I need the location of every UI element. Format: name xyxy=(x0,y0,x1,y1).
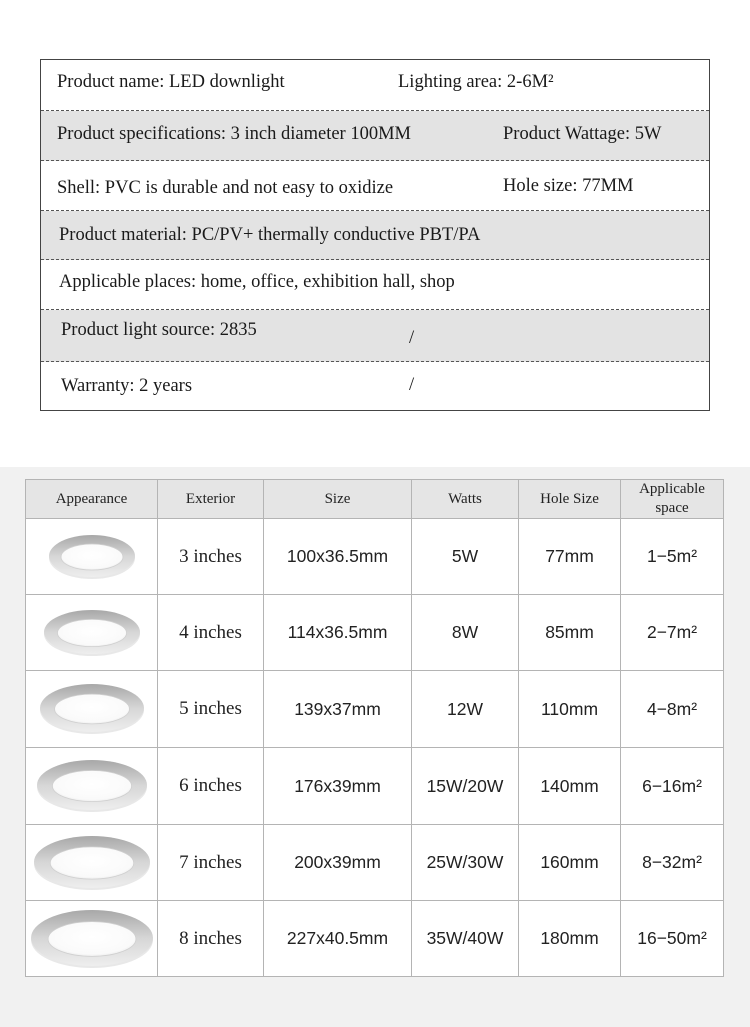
downlight-icon xyxy=(29,908,155,970)
appearance-cell xyxy=(26,901,158,977)
appearance-cell xyxy=(26,748,158,825)
downlight-icon xyxy=(32,834,152,892)
space-cell: 6−16m² xyxy=(621,748,724,825)
warranty: Warranty: 2 years xyxy=(61,376,193,396)
header-exterior: Exterior xyxy=(158,480,264,519)
exterior-cell: 6 inches xyxy=(158,748,264,825)
watts-cell: 25W/30W xyxy=(412,825,519,901)
appearance-cell xyxy=(26,519,158,595)
watts-cell: 5W xyxy=(412,519,519,595)
spec-row-light-source xyxy=(41,310,709,362)
spec-table xyxy=(40,59,710,411)
space-cell: 4−8m² xyxy=(621,671,724,748)
spec-row-name xyxy=(41,60,709,111)
space-cell: 1−5m² xyxy=(621,519,724,595)
watts-cell: 15W/20W xyxy=(412,748,519,825)
size-cell: 200x39mm xyxy=(264,825,412,901)
space-cell: 16−50m² xyxy=(621,901,724,977)
downlight-icon xyxy=(42,608,142,658)
light-source-extra: / xyxy=(409,328,415,348)
hole-size: Hole size: 77MM xyxy=(503,176,634,196)
product-name: Product name: LED downlight xyxy=(57,72,285,92)
hole-size-cell: 140mm xyxy=(519,748,621,825)
exterior-cell: 3 inches xyxy=(158,519,264,595)
exterior-cell: 8 inches xyxy=(158,901,264,977)
hole-size-cell: 110mm xyxy=(519,671,621,748)
appearance-cell xyxy=(26,595,158,671)
size-cell: 139x37mm xyxy=(264,671,412,748)
hole-size-cell: 77mm xyxy=(519,519,621,595)
spec-row-places xyxy=(41,260,709,310)
size-cell: 114x36.5mm xyxy=(264,595,412,671)
watts-cell: 8W xyxy=(412,595,519,671)
hole-size-cell: 85mm xyxy=(519,595,621,671)
lighting-area: Lighting area: 2-6M² xyxy=(398,72,554,92)
appearance-cell xyxy=(26,825,158,901)
size-cell: 176x39mm xyxy=(264,748,412,825)
hole-size-cell: 180mm xyxy=(519,901,621,977)
table-row xyxy=(26,595,724,671)
table-row xyxy=(26,671,724,748)
table-header-row xyxy=(26,480,724,519)
table-row xyxy=(26,901,724,977)
applicable-places: Applicable places: home, office, exhibition hall, shop xyxy=(59,272,455,292)
header-appearance: Appearance xyxy=(26,480,158,519)
shell: Shell: PVC is durable and not easy to oxidize xyxy=(57,178,394,198)
product-specifications: Product specifications: 3 inch diameter 100MM xyxy=(57,124,411,144)
space-cell: 8−32m² xyxy=(621,825,724,901)
space-cell: 2−7m² xyxy=(621,595,724,671)
hole-size-cell: 160mm xyxy=(519,825,621,901)
size-cell: 227x40.5mm xyxy=(264,901,412,977)
downlight-icon xyxy=(47,533,137,581)
watts-cell: 35W/40W xyxy=(412,901,519,977)
spec-row-warranty xyxy=(41,362,709,410)
warranty-extra: / xyxy=(409,375,415,395)
size-cell: 100x36.5mm xyxy=(264,519,412,595)
appearance-cell xyxy=(26,671,158,748)
spec-row-specifications xyxy=(41,111,709,161)
header-applicable-space xyxy=(621,480,724,519)
light-source: Product light source: 2835 xyxy=(61,320,257,340)
table-row xyxy=(26,825,724,901)
header-size: Size xyxy=(264,480,412,519)
exterior-cell: 7 inches xyxy=(158,825,264,901)
downlight-icon xyxy=(38,682,146,736)
header-watts: Watts xyxy=(412,480,519,519)
watts-cell: 12W xyxy=(412,671,519,748)
header-space-line2: space xyxy=(655,500,689,516)
exterior-cell: 4 inches xyxy=(158,595,264,671)
downlight-icon xyxy=(35,758,149,814)
spec-row-material xyxy=(41,211,709,260)
spec-row-shell xyxy=(41,161,709,211)
table-row xyxy=(26,519,724,595)
product-wattage: Product Wattage: 5W xyxy=(503,124,662,144)
header-hole-size: Hole Size xyxy=(519,480,621,519)
product-material: Product material: PC/PV+ thermally conductive PBT/PA xyxy=(59,225,481,245)
product-table xyxy=(25,479,724,977)
header-space-line1: Applicable xyxy=(639,481,705,497)
table-row xyxy=(26,748,724,825)
exterior-cell: 5 inches xyxy=(158,671,264,748)
